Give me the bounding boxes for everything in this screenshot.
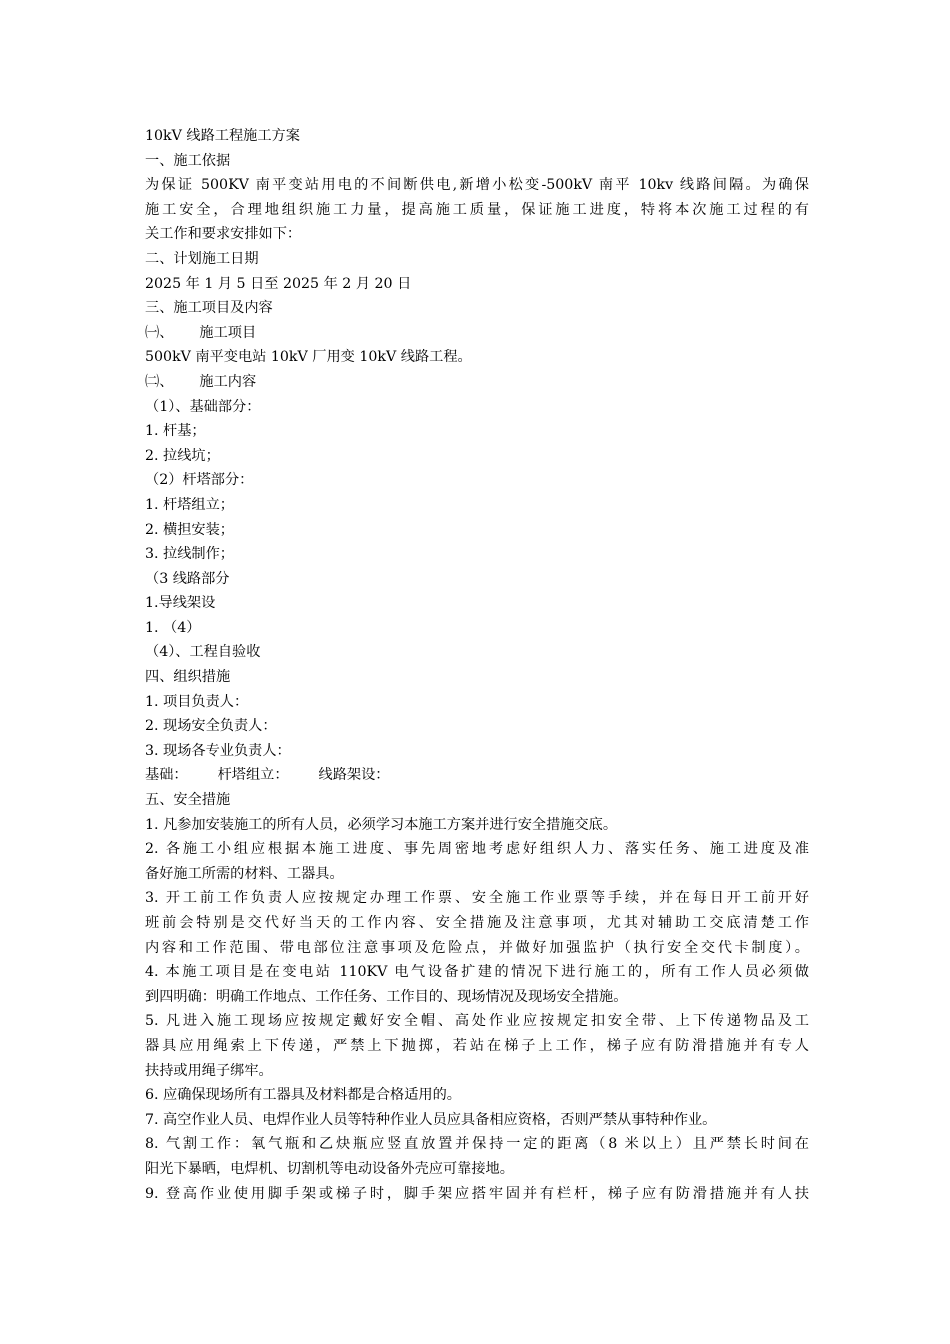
section-1-heading: 一、施工依据: [145, 152, 231, 169]
section-4-heading: 四、组织措施: [145, 669, 231, 686]
role-label: 基础：: [145, 767, 188, 784]
list-item: 1. （4）: [145, 619, 201, 636]
subsection-number: ㈡、: [145, 373, 174, 390]
role-label: 线路架设：: [318, 767, 390, 784]
content-heading: （1）、基础部分：: [145, 398, 261, 415]
paragraph-line: 施工安全，合理地组织施工力量，提高施工质量，保证施工进度，特将本次施工过程的有: [145, 201, 809, 218]
list-item: 2. 横担安装；: [145, 521, 234, 538]
role-list: [145, 763, 809, 788]
paragraph-line: 500kV 南平变电站 10kV 厂用变 10kV 线路工程。: [145, 349, 472, 366]
list-item: 2. 拉线坑；: [145, 447, 220, 464]
measure-line: 1. 凡参加安装施工的所有人员，必须学习本施工方案并进行安全措施交底。: [145, 816, 618, 833]
list-item: 1. 杆塔组立；: [145, 496, 234, 513]
content-heading: （4）、工程自验收: [145, 644, 261, 661]
measure-line: 2. 各施工小组应根据本施工进度、事先周密地考虑好组织人力、落实任务、施工进度及准: [145, 841, 809, 858]
subsection-title: 施工内容: [199, 373, 257, 390]
measure-line: 4. 本施工项目是在变电站 110KV 电气设备扩建的情况下进行施工的，所有工作人员必须做: [145, 964, 809, 981]
document-page: [145, 124, 809, 1206]
list-item: 1.导线架设: [145, 595, 216, 612]
measure-line: 9. 登高作业使用脚手架或梯子时，脚手架应搭牢固并有栏杆，梯子应有防滑措施并有人扶: [145, 1185, 809, 1202]
subsection-heading: [145, 370, 809, 395]
role-label: 杆塔组立：: [217, 767, 289, 784]
paragraph-line: 关工作和要求安排如下：: [145, 226, 302, 243]
subsection-number: ㈠、: [145, 324, 174, 341]
section-3-heading: 三、施工项目及内容: [145, 300, 273, 317]
document-title: 10kV 线路工程施工方案: [145, 128, 300, 144]
subsection-title: 施工项目: [199, 324, 257, 341]
measure-line: 7. 高空作业人员、电焊作业人员等特种作业人员应具备相应资格，否则严禁从事特种作业。: [145, 1111, 717, 1128]
content-heading: （2）杆塔部分：: [145, 472, 254, 489]
list-item: 3. 现场各专业负责人：: [145, 742, 291, 759]
measure-line: 5. 凡进入施工现场应按规定戴好安全帽、高处作业应按规定扣安全带、上下传递物品及工: [145, 1013, 809, 1030]
measure-line: 内容和工作范围、带电部位注意事项及危险点，并做好加强监护（执行安全交代卡制度）。: [145, 939, 809, 956]
schedule-dates: 2025 年 1 月 5 日至 2025 年 2 月 20 日: [145, 275, 412, 292]
measure-line: 备好施工所需的材料、工器具。: [145, 865, 344, 882]
paragraph-line: 为保证 500KV 南平变站用电的不间断供电,新增小松变-500kV 南平 10kv 线路间隔。为确保: [145, 177, 809, 194]
content-heading: （3 线路部分: [145, 570, 230, 587]
measure-line: 班前会特别是交代好当天的工作内容、安全措施及注意事项，尤其对辅助工交底清楚工作: [145, 915, 809, 931]
section-2-heading: 二、计划施工日期: [145, 250, 259, 267]
measure-line: 到四明确：明确工作地点、工作任务、工作目的、现场情况及现场安全措施。: [145, 988, 628, 1005]
list-item: 2. 现场安全负责人：: [145, 718, 277, 735]
measure-line: 阳光下暴晒，电焊机、切割机等电动设备外壳应可靠接地。: [145, 1160, 514, 1177]
section-5-heading: 五、安全措施: [145, 792, 231, 809]
measure-line: 8. 气割工作：氧气瓶和乙炔瓶应竖直放置并保持一定的距离（8 米以上）且严禁长时间在: [145, 1136, 809, 1153]
list-item: 3. 拉线制作；: [145, 546, 234, 563]
measure-line: 6. 应确保现场所有工器具及材料都是合格适用的。: [145, 1087, 461, 1104]
measure-line: 3. 开工前工作负责人应按规定办理工作票、安全施工作业票等手续，并在每日开工前开好: [145, 890, 809, 907]
subsection-heading: [145, 321, 809, 346]
measure-line: 扶持或用绳子绑牢。: [145, 1062, 273, 1079]
measure-line: 器具应用绳索上下传递，严禁上下抛掷，若站在梯子上工作，梯子应有防滑措施并有专人: [145, 1037, 809, 1054]
list-item: 1. 杆基；: [145, 423, 206, 440]
list-item: 1. 项目负责人：: [145, 693, 249, 710]
